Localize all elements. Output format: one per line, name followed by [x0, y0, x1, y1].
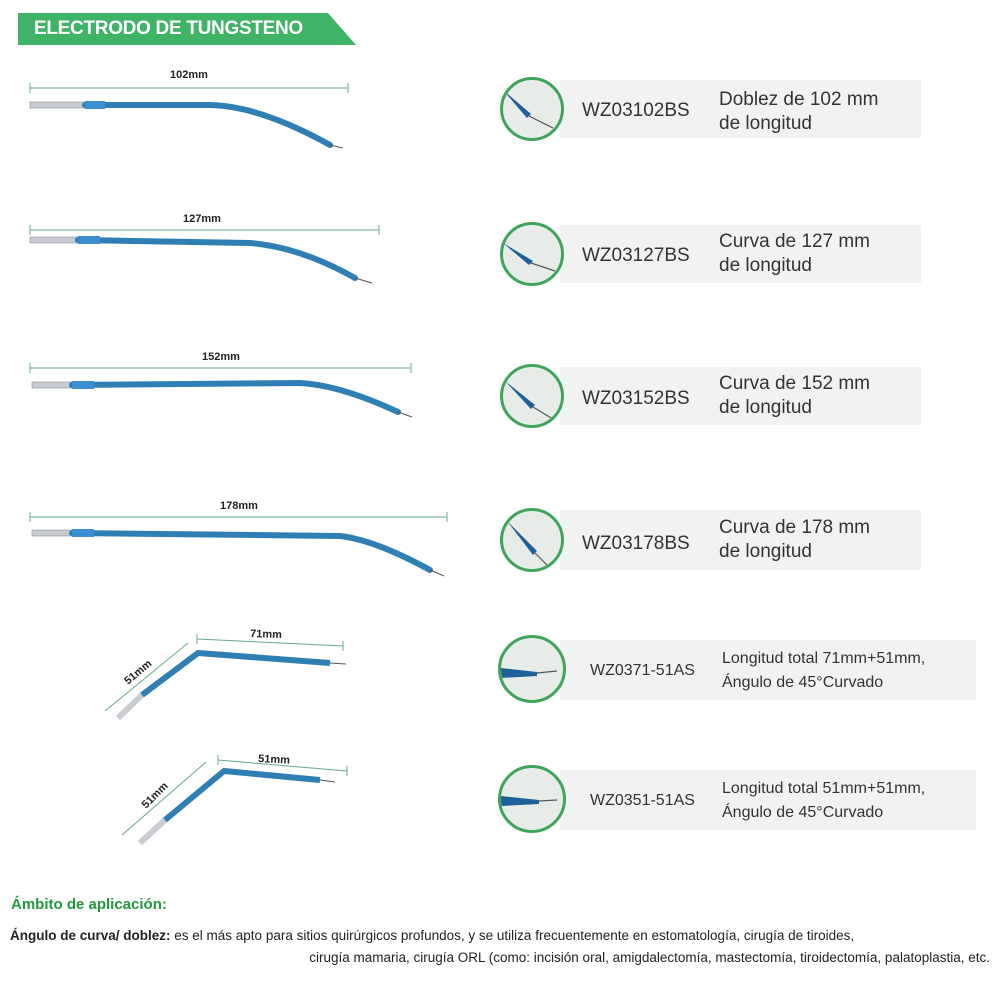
application-line-1: [10, 925, 990, 947]
product-row-4: [0, 490, 1000, 590]
tip-detail-thumbnail: [498, 635, 566, 703]
dimension-label: 178mm: [220, 500, 258, 512]
product-description-line1: Longitud total 71mm+51mm,: [722, 650, 926, 667]
product-description-line1: Curva de 178 mm: [719, 517, 871, 538]
tip-detail-image: [501, 768, 566, 833]
tip-detail-image: [503, 511, 564, 572]
product-code: WZ03178BS: [582, 533, 690, 554]
product-description-line2: de longitud: [719, 541, 812, 562]
product-description-line2: de longitud: [719, 397, 812, 418]
application-label: Ángulo de curva/ doblez:: [10, 928, 171, 943]
product-description-line1: Curva de 127 mm: [719, 231, 871, 252]
product-row-5: [0, 615, 1000, 725]
tip-detail-thumbnail: [498, 765, 566, 833]
product-row-6: [0, 745, 1000, 855]
product-description-line1: Longitud total 51mm+51mm,: [722, 780, 926, 797]
dimension-label: 152mm: [202, 351, 240, 363]
application-title: Ámbito de aplicación:: [11, 896, 167, 913]
dimension-label-a: 51mm: [122, 657, 155, 688]
tip-detail-thumbnail: [500, 222, 564, 286]
page-title: ELECTRODO DE TUNGSTENO: [34, 18, 303, 39]
tip-detail-image: [503, 80, 564, 141]
tip-detail-image: [503, 367, 564, 428]
dimension-label: 102mm: [170, 69, 208, 81]
tip-detail-image: [503, 225, 564, 286]
tip-detail-thumbnail: [500, 77, 564, 141]
product-code: WZ03102BS: [582, 100, 690, 121]
product-code: WZ0351-51AS: [590, 792, 695, 809]
application-text-line2: cirugía mamaria, cirugía ORL (como: incisión oral, amigdalectomía, mastectomía, tiroidectomía, palatoplastia, etc.: [309, 950, 990, 965]
dimension-label-a: 51mm: [139, 780, 171, 812]
product-row-3: [0, 345, 1000, 445]
product-description-line2: de longitud: [719, 255, 812, 276]
product-code: WZ03127BS: [582, 245, 690, 266]
tip-detail-thumbnail: [500, 364, 564, 428]
tip-detail-thumbnail: [500, 508, 564, 572]
product-description-line2: Ángulo de 45°Curvado: [722, 804, 884, 821]
application-text-line1: es el más apto para sitios quirúrgicos profundos, y se utiliza frecuentemente en estomatología, cirugía de tiroides,: [170, 928, 855, 943]
product-description-line1: Curva de 152 mm: [719, 373, 871, 394]
tip-detail-image: [501, 638, 566, 703]
application-text: [10, 925, 990, 969]
product-code: WZ03152BS: [582, 388, 690, 409]
product-description-line1: Doblez de 102 mm: [719, 89, 879, 110]
title-banner: [18, 13, 356, 45]
product-description-line2: Ángulo de 45°Curvado: [722, 674, 884, 691]
dimension-label: 127mm: [183, 213, 221, 225]
dimension-label-b: 71mm: [249, 628, 283, 642]
product-row-2: [0, 205, 1000, 305]
product-code: WZ0371-51AS: [590, 662, 695, 679]
product-row-1: [0, 60, 1000, 160]
dimension-label-b: 51mm: [257, 753, 291, 767]
product-description-line2: de longitud: [719, 113, 812, 134]
